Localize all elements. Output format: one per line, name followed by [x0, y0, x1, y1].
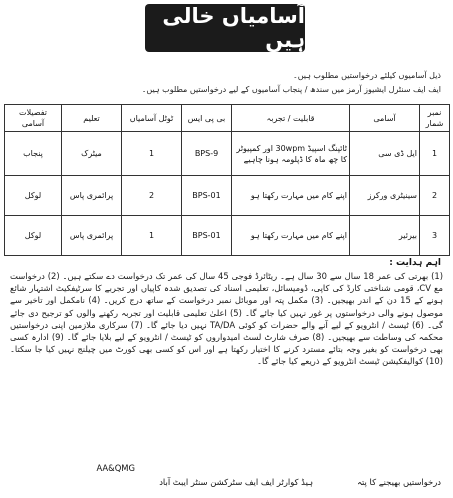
- column-header-domicile: تفصیلات آسامی: [5, 105, 62, 132]
- cell-education: میٹرک: [62, 132, 122, 176]
- cell-domicile: لوکل: [5, 216, 62, 256]
- cell-number: 3: [420, 216, 450, 256]
- address-label: درخواستیں بھیجنے کا پتہ: [357, 477, 441, 487]
- cell-number: 2: [420, 176, 450, 216]
- cell-domicile: پنجاب: [5, 132, 62, 176]
- cell-number: 1: [420, 132, 450, 176]
- cell-domicile: لوکل: [5, 176, 62, 216]
- cell-total: 1: [122, 216, 182, 256]
- intro-line-2: ایف ایف سنٹرل ایشیوز آرمز میں سندھ / پنجاب آسامیوں کے لیے درخواستیں مطلوب ہیں۔: [141, 85, 441, 94]
- column-header-qualification: قابلیت / تجربہ: [232, 105, 350, 132]
- cell-qualification: ٹائپنگ اسپیڈ 30wpm اور کمپیوٹر کا چھ ماہ کا ڈپلومہ ہونا چاہیے: [232, 132, 350, 176]
- address-code: AA&QMG: [96, 463, 135, 473]
- intro-line-1: ذیل آسامیوں کیلئے درخواستیں مطلوب ہیں۔: [293, 71, 441, 80]
- column-header-education: تعلیم: [62, 105, 122, 132]
- instructions-title: اہم ہدایت :: [389, 258, 441, 268]
- cell-bps: BPS-9: [182, 132, 232, 176]
- cell-qualification: اپنے کام میں مہارت رکھتا ہو: [232, 216, 350, 256]
- instructions-text: (1) بھرتی کی عمر 18 سال سے 30 سال ہے۔ ریٹائرڈ فوجی 45 سال کی عمر تک درخواست دے سکتے ہیں۔ (2) درخواست مع CV، قومی شناختی کارڈ کی کاپی، ڈومیسائل، تعلیمی اسناد کی تصدیق شدہ کاپیاں اور تجربے کا سرٹیفکیٹ اشتہار شائع ہونے کے 15 دن کے اندر بھیجیں۔ (3) مکمل پتہ اور موبائل نمبر درخواست کے ساتھ درج کریں۔ (4) نامکمل اور تاخیر سے موصول ہونے والی درخواستوں پر غور نہیں کیا جائے گا۔ (5) اعلیٰ تعلیمی قابلیت اور تجربہ رکھنے والوں کو ترجیح دی جائے گی۔ (6) ٹیسٹ / انٹرویو کے لیے آنے والے حضرات کو کوئی TA/DA نہیں دیا جائے گا۔ (7) سرکاری ملازمین اپنی درخواستیں محکمہ کی وساطت سے بھیجیں۔ (8) صرف شارٹ لسٹ امیدواروں کو ٹیسٹ / انٹرویو کے لیے بلایا جائے گا۔ (9) ادارہ کسی بھی درخواست کو بغیر وجہ بتائے مسترد کرنے کا اختیار رکھتا ہے اور اس کو کسی بھی کورٹ میں چیلنج نہیں کیا جا سکتا۔ (10) کوالیفکیشن ٹیسٹ انٹرویو کے ذریعے کیا جائے گا۔: [10, 271, 444, 367]
- cell-bps: BPS-01: [182, 216, 232, 256]
- cell-post: سینیٹری ورکرز: [350, 176, 420, 216]
- address-line: ہیڈ کوارٹر ایف ایف سٹرکشن سنٹر ایبٹ آباد: [159, 477, 313, 487]
- cell-post: بیرئیر: [350, 216, 420, 256]
- column-header-total: ٹوٹل آسامیاں: [122, 105, 182, 132]
- table-row: [5, 132, 450, 176]
- cell-education: پرائمری پاس: [62, 176, 122, 216]
- title-banner: [145, 4, 305, 52]
- page-title: آسامیاں خالی ہیں: [162, 4, 305, 52]
- cell-total: 1: [122, 132, 182, 176]
- table-row: [5, 176, 450, 216]
- vacancy-table: [4, 104, 450, 256]
- table-row: [5, 216, 450, 256]
- column-header-bps: بی پی ایس: [182, 105, 232, 132]
- column-header-number: نمبر شمار: [420, 105, 450, 132]
- table-header-row: [5, 105, 450, 132]
- cell-post: ایل ڈی سی: [350, 132, 420, 176]
- cell-qualification: اپنے کام میں مہارت رکھتا ہو: [232, 176, 350, 216]
- cell-bps: BPS-01: [182, 176, 232, 216]
- cell-total: 2: [122, 176, 182, 216]
- cell-education: پرائمری پاس: [62, 216, 122, 256]
- column-header-post: آسامی: [350, 105, 420, 132]
